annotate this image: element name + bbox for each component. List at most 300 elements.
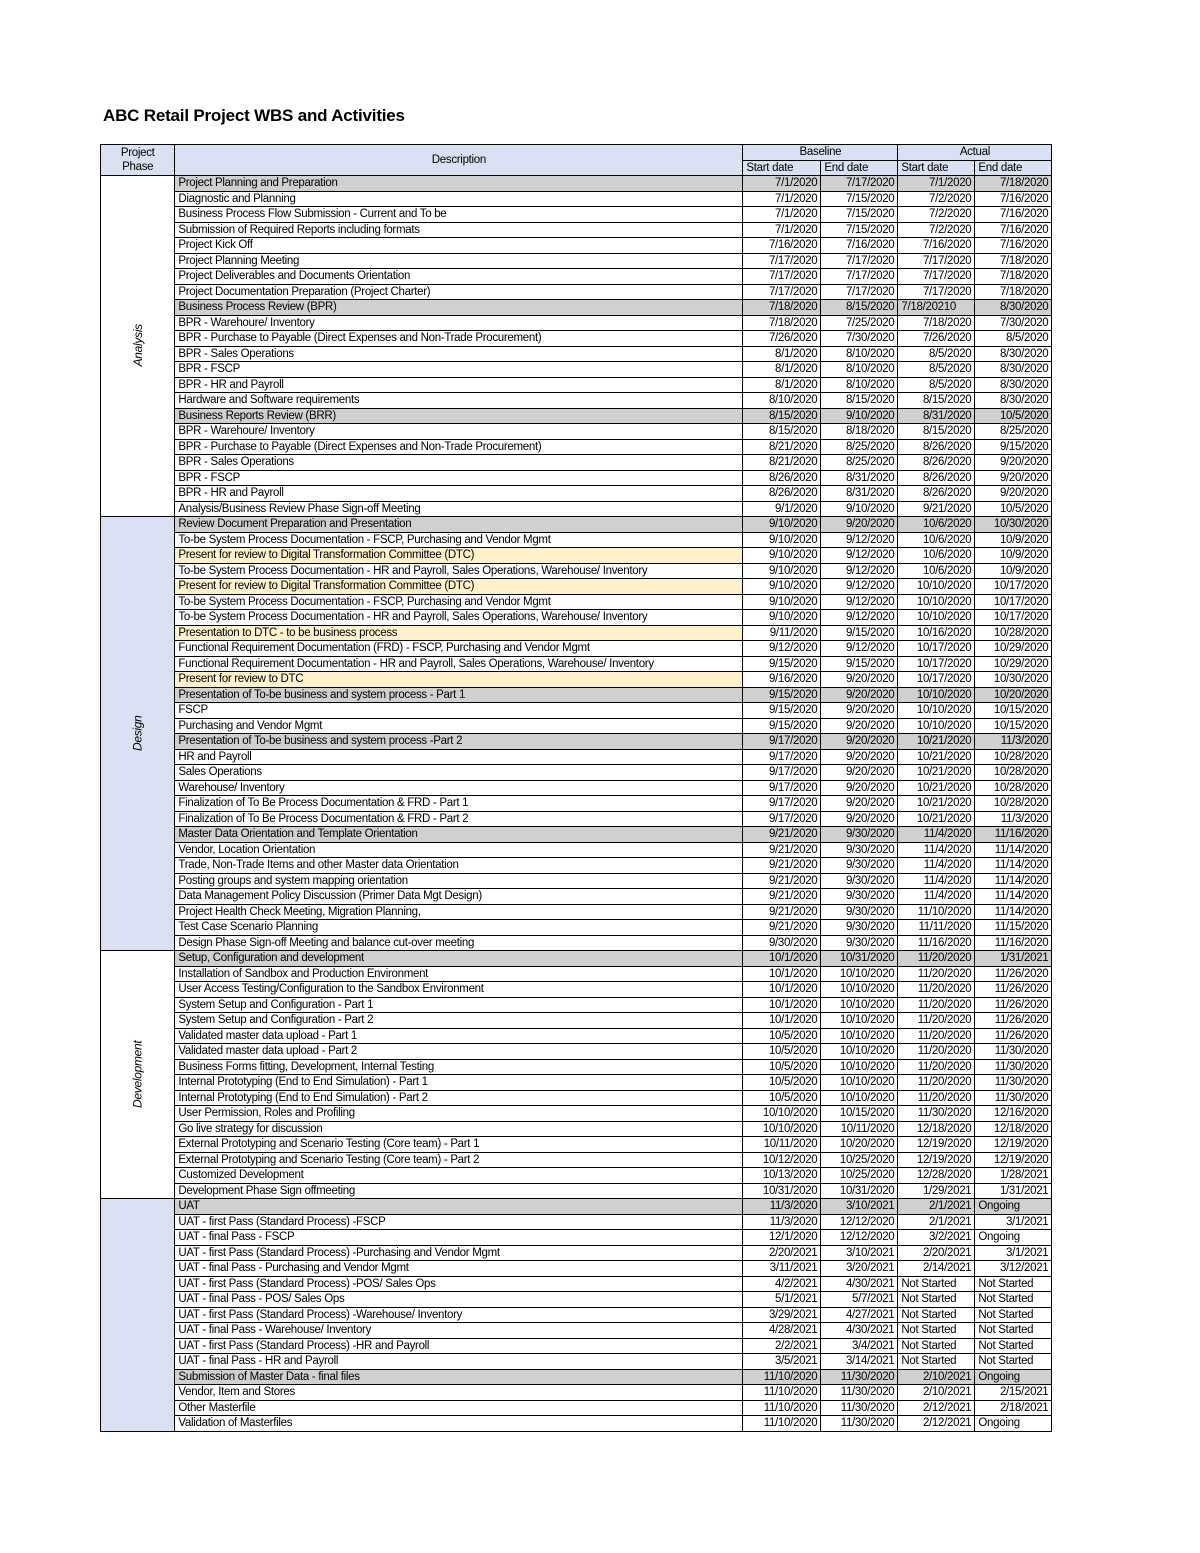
description-cell: UAT - final Pass - POS/ Sales Ops <box>175 1292 743 1308</box>
actual-end-cell: 9/15/2020 <box>975 439 1052 455</box>
description-cell: Go live strategy for discussion <box>175 1121 743 1137</box>
baseline-start-cell: 8/10/2020 <box>743 393 821 409</box>
table-row <box>101 951 1052 967</box>
actual-start-cell: 8/26/2020 <box>898 455 975 471</box>
baseline-start-cell: 8/15/2020 <box>743 424 821 440</box>
actual-end-cell: 10/30/2020 <box>975 672 1052 688</box>
actual-end-cell: 8/30/2020 <box>975 393 1052 409</box>
description-cell: Present for review to Digital Transformation Committee (DTC) <box>175 548 743 564</box>
actual-start-cell: 10/10/2020 <box>898 610 975 626</box>
table-row <box>101 1354 1052 1370</box>
baseline-end-cell: 9/10/2020 <box>821 408 898 424</box>
baseline-end-cell: 10/10/2020 <box>821 1013 898 1029</box>
baseline-start-cell: 10/5/2020 <box>743 1059 821 1075</box>
baseline-end-cell: 9/30/2020 <box>821 889 898 905</box>
baseline-end-cell: 9/20/2020 <box>821 718 898 734</box>
actual-start-cell: 2/14/2021 <box>898 1261 975 1277</box>
baseline-end-cell: 9/12/2020 <box>821 548 898 564</box>
baseline-end-cell: 9/15/2020 <box>821 625 898 641</box>
actual-end-cell: 10/15/2020 <box>975 718 1052 734</box>
table-row <box>101 222 1052 238</box>
actual-end-cell: 11/26/2020 <box>975 1013 1052 1029</box>
description-cell: Project Planning Meeting <box>175 253 743 269</box>
description-cell: BPR - Warehoure/ Inventory <box>175 424 743 440</box>
baseline-end-cell: 12/12/2020 <box>821 1214 898 1230</box>
baseline-start-cell: 8/1/2020 <box>743 377 821 393</box>
table-row <box>101 1090 1052 1106</box>
baseline-end-cell: 9/30/2020 <box>821 935 898 951</box>
description-cell: BPR - Warehoure/ Inventory <box>175 315 743 331</box>
table-row <box>101 594 1052 610</box>
actual-start-cell: 11/20/2020 <box>898 1013 975 1029</box>
description-cell: Sales Operations <box>175 765 743 781</box>
actual-end-cell: 1/31/2021 <box>975 1183 1052 1199</box>
actual-start-cell: 10/16/2020 <box>898 625 975 641</box>
description-cell: Functional Requirement Documentation - HR and Payroll, Sales Operations, Warehouse/ Inventory <box>175 656 743 672</box>
description-cell: Functional Requirement Documentation (FRD) - FSCP, Purchasing and Vendor Mgmt <box>175 641 743 657</box>
table-row <box>101 455 1052 471</box>
description-cell: UAT <box>175 1199 743 1215</box>
table-row <box>101 1106 1052 1122</box>
actual-end-cell: 7/16/2020 <box>975 207 1052 223</box>
actual-end-cell: 10/28/2020 <box>975 749 1052 765</box>
baseline-start-cell: 3/29/2021 <box>743 1307 821 1323</box>
description-cell: BPR - HR and Payroll <box>175 486 743 502</box>
actual-start-cell: 11/20/2020 <box>898 951 975 967</box>
actual-end-cell: 7/16/2020 <box>975 222 1052 238</box>
phase-label: Analysis <box>130 324 145 367</box>
table-row <box>101 579 1052 595</box>
actual-end-cell: 11/30/2020 <box>975 1044 1052 1060</box>
table-row <box>101 641 1052 657</box>
baseline-start-cell: 9/17/2020 <box>743 780 821 796</box>
description-cell: Internal Prototyping (End to End Simulation) - Part 2 <box>175 1090 743 1106</box>
description-cell: Customized Development <box>175 1168 743 1184</box>
actual-start-cell: 10/21/2020 <box>898 765 975 781</box>
table-row <box>101 1199 1052 1215</box>
actual-start-cell: 7/17/2020 <box>898 253 975 269</box>
actual-end-cell: 1/31/2021 <box>975 951 1052 967</box>
table-row <box>101 718 1052 734</box>
table-row <box>101 1028 1052 1044</box>
actual-start-cell: 11/4/2020 <box>898 858 975 874</box>
description-cell: Hardware and Software requirements <box>175 393 743 409</box>
description-cell: FSCP <box>175 703 743 719</box>
actual-end-cell: 11/3/2020 <box>975 811 1052 827</box>
actual-end-cell: 2/15/2021 <box>975 1385 1052 1401</box>
baseline-end-cell: 8/31/2020 <box>821 486 898 502</box>
table-row <box>101 1121 1052 1137</box>
description-cell: Business Forms fitting, Development, Internal Testing <box>175 1059 743 1075</box>
actual-end-cell: 11/26/2020 <box>975 982 1052 998</box>
actual-end-cell: 10/17/2020 <box>975 579 1052 595</box>
actual-end-cell: Ongoing <box>975 1369 1052 1385</box>
actual-end-cell: 10/20/2020 <box>975 687 1052 703</box>
table-row <box>101 765 1052 781</box>
description-cell: BPR - Purchase to Payable (Direct Expenses and Non-Trade Procurement) <box>175 439 743 455</box>
actual-end-cell: 11/16/2020 <box>975 935 1052 951</box>
actual-start-cell: 10/10/2020 <box>898 718 975 734</box>
baseline-end-cell: 7/30/2020 <box>821 331 898 347</box>
table-row <box>101 331 1052 347</box>
actual-start-cell: 11/20/2020 <box>898 1090 975 1106</box>
baseline-end-cell: 9/30/2020 <box>821 873 898 889</box>
baseline-start-cell: 9/10/2020 <box>743 610 821 626</box>
baseline-start-cell: 7/1/2020 <box>743 222 821 238</box>
baseline-start-cell: 4/28/2021 <box>743 1323 821 1339</box>
description-cell: Business Reports Review (BRR) <box>175 408 743 424</box>
actual-start-cell: Not Started <box>898 1276 975 1292</box>
table-row <box>101 982 1052 998</box>
baseline-start-cell: 8/1/2020 <box>743 346 821 362</box>
table-row <box>101 1400 1052 1416</box>
description-cell: Submission of Required Reports including formats <box>175 222 743 238</box>
table-row <box>101 207 1052 223</box>
actual-start-cell: 10/17/2020 <box>898 672 975 688</box>
baseline-start-cell: 9/10/2020 <box>743 579 821 595</box>
header-baseline-start: Start date <box>743 160 821 176</box>
header-baseline-end: End date <box>821 160 898 176</box>
table-row <box>101 269 1052 285</box>
baseline-end-cell: 8/18/2020 <box>821 424 898 440</box>
actual-start-cell: 11/16/2020 <box>898 935 975 951</box>
actual-start-cell: 2/10/2021 <box>898 1385 975 1401</box>
actual-start-cell: 7/17/2020 <box>898 284 975 300</box>
description-cell: Data Management Policy Discussion (Primer Data Mgt Design) <box>175 889 743 905</box>
baseline-start-cell: 8/26/2020 <box>743 486 821 502</box>
description-cell: Other Masterfile <box>175 1400 743 1416</box>
table-row <box>101 1168 1052 1184</box>
phase-label: Design <box>130 715 145 751</box>
baseline-end-cell: 9/20/2020 <box>821 749 898 765</box>
baseline-end-cell: 10/31/2020 <box>821 951 898 967</box>
baseline-start-cell: 7/16/2020 <box>743 238 821 254</box>
actual-start-cell: 8/15/2020 <box>898 393 975 409</box>
baseline-end-cell: 9/30/2020 <box>821 827 898 843</box>
description-cell: Project Deliverables and Documents Orientation <box>175 269 743 285</box>
actual-end-cell: 8/30/2020 <box>975 346 1052 362</box>
baseline-end-cell: 11/30/2020 <box>821 1416 898 1432</box>
actual-end-cell: 3/1/2021 <box>975 1245 1052 1261</box>
actual-end-cell: 10/17/2020 <box>975 610 1052 626</box>
actual-start-cell: Not Started <box>898 1292 975 1308</box>
actual-start-cell: 8/5/2020 <box>898 377 975 393</box>
description-cell: BPR - HR and Payroll <box>175 377 743 393</box>
description-cell: Presentation of To-be business and system process -Part 2 <box>175 734 743 750</box>
wbs-table <box>100 144 1052 1432</box>
table-row <box>101 1059 1052 1075</box>
actual-start-cell: 3/2/2021 <box>898 1230 975 1246</box>
table-row <box>101 1416 1052 1432</box>
baseline-end-cell: 7/16/2020 <box>821 238 898 254</box>
baseline-end-cell: 9/15/2020 <box>821 656 898 672</box>
table-row <box>101 501 1052 517</box>
table-row <box>101 1137 1052 1153</box>
baseline-start-cell: 3/11/2021 <box>743 1261 821 1277</box>
table-row <box>101 1385 1052 1401</box>
actual-start-cell: Not Started <box>898 1307 975 1323</box>
baseline-end-cell: 8/15/2020 <box>821 393 898 409</box>
baseline-end-cell: 10/11/2020 <box>821 1121 898 1137</box>
table-row <box>101 656 1052 672</box>
header-actual-end: End date <box>975 160 1052 176</box>
baseline-end-cell: 10/10/2020 <box>821 1075 898 1091</box>
actual-start-cell: 7/1/2020 <box>898 176 975 192</box>
table-row <box>101 517 1052 533</box>
actual-end-cell: 11/14/2020 <box>975 842 1052 858</box>
baseline-end-cell: 9/20/2020 <box>821 734 898 750</box>
header-phase-line-2: Phase <box>122 161 154 173</box>
baseline-end-cell: 9/12/2020 <box>821 594 898 610</box>
baseline-start-cell: 10/10/2020 <box>743 1121 821 1137</box>
actual-end-cell: 10/29/2020 <box>975 641 1052 657</box>
description-cell: UAT - final Pass - HR and Payroll <box>175 1354 743 1370</box>
description-cell: System Setup and Configuration - Part 2 <box>175 1013 743 1029</box>
table-row <box>101 362 1052 378</box>
actual-end-cell: 10/5/2020 <box>975 501 1052 517</box>
table-row <box>101 1152 1052 1168</box>
table-row <box>101 703 1052 719</box>
header-project-phase <box>101 145 175 176</box>
table-row <box>101 346 1052 362</box>
actual-end-cell: 9/20/2020 <box>975 470 1052 486</box>
baseline-end-cell: 10/10/2020 <box>821 1044 898 1060</box>
table-row <box>101 889 1052 905</box>
baseline-end-cell: 10/31/2020 <box>821 1183 898 1199</box>
baseline-start-cell: 9/15/2020 <box>743 718 821 734</box>
actual-start-cell: 10/10/2020 <box>898 579 975 595</box>
header-actual: Actual <box>898 145 1052 161</box>
table-row <box>101 300 1052 316</box>
baseline-end-cell: 9/12/2020 <box>821 610 898 626</box>
baseline-end-cell: 8/25/2020 <box>821 455 898 471</box>
actual-end-cell: 10/28/2020 <box>975 765 1052 781</box>
actual-end-cell: Not Started <box>975 1354 1052 1370</box>
baseline-end-cell: 8/10/2020 <box>821 377 898 393</box>
baseline-end-cell: 9/20/2020 <box>821 703 898 719</box>
actual-start-cell: 11/4/2020 <box>898 873 975 889</box>
actual-start-cell: 11/20/2020 <box>898 1059 975 1075</box>
actual-start-cell: 8/26/2020 <box>898 439 975 455</box>
description-cell: Development Phase Sign offmeeting <box>175 1183 743 1199</box>
description-cell: Business Process Review (BPR) <box>175 300 743 316</box>
baseline-start-cell: 5/1/2021 <box>743 1292 821 1308</box>
phase-label: Development <box>130 1040 145 1108</box>
baseline-end-cell: 10/10/2020 <box>821 1090 898 1106</box>
table-row <box>101 439 1052 455</box>
actual-start-cell: 10/21/2020 <box>898 796 975 812</box>
baseline-end-cell: 5/7/2021 <box>821 1292 898 1308</box>
actual-end-cell: 7/30/2020 <box>975 315 1052 331</box>
actual-end-cell: 10/28/2020 <box>975 780 1052 796</box>
baseline-end-cell: 9/20/2020 <box>821 672 898 688</box>
baseline-start-cell: 7/1/2020 <box>743 191 821 207</box>
baseline-end-cell: 7/15/2020 <box>821 191 898 207</box>
table-row <box>101 470 1052 486</box>
actual-end-cell: 11/30/2020 <box>975 1090 1052 1106</box>
baseline-start-cell: 9/10/2020 <box>743 563 821 579</box>
description-cell: UAT - first Pass (Standard Process) -POS/ Sales Ops <box>175 1276 743 1292</box>
baseline-start-cell: 9/17/2020 <box>743 796 821 812</box>
table-row <box>101 672 1052 688</box>
description-cell: To-be System Process Documentation - FSCP, Purchasing and Vendor Mgmt <box>175 532 743 548</box>
description-cell: Vendor, Item and Stores <box>175 1385 743 1401</box>
actual-end-cell: 11/30/2020 <box>975 1059 1052 1075</box>
actual-start-cell: 10/6/2020 <box>898 548 975 564</box>
table-row <box>101 920 1052 936</box>
phase-cell <box>101 517 175 951</box>
actual-end-cell: 9/20/2020 <box>975 455 1052 471</box>
description-cell: Test Case Scenario Planning <box>175 920 743 936</box>
actual-start-cell: 2/1/2021 <box>898 1214 975 1230</box>
baseline-end-cell: 12/12/2020 <box>821 1230 898 1246</box>
actual-end-cell: 7/16/2020 <box>975 238 1052 254</box>
actual-start-cell: 10/10/2020 <box>898 687 975 703</box>
actual-start-cell: 10/21/2020 <box>898 780 975 796</box>
table-row <box>101 734 1052 750</box>
table-row <box>101 238 1052 254</box>
baseline-start-cell: 9/15/2020 <box>743 687 821 703</box>
baseline-start-cell: 10/31/2020 <box>743 1183 821 1199</box>
baseline-end-cell: 8/15/2020 <box>821 300 898 316</box>
baseline-end-cell: 4/30/2021 <box>821 1323 898 1339</box>
actual-start-cell: 11/30/2020 <box>898 1106 975 1122</box>
baseline-start-cell: 8/1/2020 <box>743 362 821 378</box>
table-row <box>101 966 1052 982</box>
baseline-start-cell: 4/2/2021 <box>743 1276 821 1292</box>
actual-start-cell: 10/21/2020 <box>898 734 975 750</box>
actual-start-cell: 7/18/2020 <box>898 315 975 331</box>
baseline-start-cell: 7/1/2020 <box>743 207 821 223</box>
description-cell: BPR - FSCP <box>175 362 743 378</box>
table-row <box>101 424 1052 440</box>
description-cell: BPR - Sales Operations <box>175 455 743 471</box>
baseline-end-cell: 9/20/2020 <box>821 796 898 812</box>
baseline-start-cell: 9/1/2020 <box>743 501 821 517</box>
phase-cell <box>101 176 175 517</box>
baseline-start-cell: 9/21/2020 <box>743 889 821 905</box>
description-cell: Warehouse/ Inventory <box>175 780 743 796</box>
baseline-end-cell: 10/10/2020 <box>821 966 898 982</box>
baseline-end-cell: 10/10/2020 <box>821 982 898 998</box>
baseline-end-cell: 10/15/2020 <box>821 1106 898 1122</box>
actual-start-cell: 10/6/2020 <box>898 532 975 548</box>
baseline-start-cell: 7/17/2020 <box>743 253 821 269</box>
actual-start-cell: 12/19/2020 <box>898 1152 975 1168</box>
description-cell: UAT - final Pass - Purchasing and Vendor Mgmt <box>175 1261 743 1277</box>
baseline-start-cell: 7/17/2020 <box>743 284 821 300</box>
actual-end-cell: 3/12/2021 <box>975 1261 1052 1277</box>
actual-end-cell: 10/9/2020 <box>975 548 1052 564</box>
description-cell: System Setup and Configuration - Part 1 <box>175 997 743 1013</box>
description-cell: Business Process Flow Submission - Current and To be <box>175 207 743 223</box>
actual-end-cell: 2/18/2021 <box>975 1400 1052 1416</box>
description-cell: External Prototyping and Scenario Testing (Core team) - Part 2 <box>175 1152 743 1168</box>
actual-end-cell: Not Started <box>975 1338 1052 1354</box>
actual-start-cell: 7/18/20210 <box>898 300 975 316</box>
actual-start-cell: 2/1/2021 <box>898 1199 975 1215</box>
baseline-start-cell: 7/26/2020 <box>743 331 821 347</box>
baseline-end-cell: 9/20/2020 <box>821 687 898 703</box>
baseline-start-cell: 8/21/2020 <box>743 439 821 455</box>
actual-start-cell: 11/20/2020 <box>898 1075 975 1091</box>
table-row <box>101 858 1052 874</box>
table-row <box>101 1230 1052 1246</box>
actual-end-cell: 9/20/2020 <box>975 486 1052 502</box>
baseline-start-cell: 2/20/2021 <box>743 1245 821 1261</box>
actual-start-cell: 7/16/2020 <box>898 238 975 254</box>
table-row <box>101 997 1052 1013</box>
description-cell: Project Planning and Preparation <box>175 176 743 192</box>
description-cell: Posting groups and system mapping orientation <box>175 873 743 889</box>
baseline-start-cell: 11/3/2020 <box>743 1199 821 1215</box>
description-cell: Present for review to DTC <box>175 672 743 688</box>
actual-start-cell: 8/5/2020 <box>898 362 975 378</box>
actual-start-cell: 11/20/2020 <box>898 982 975 998</box>
description-cell: Purchasing and Vendor Mgmt <box>175 718 743 734</box>
description-cell: BPR - FSCP <box>175 470 743 486</box>
baseline-start-cell: 9/21/2020 <box>743 842 821 858</box>
actual-end-cell: 7/16/2020 <box>975 191 1052 207</box>
description-cell: Diagnostic and Planning <box>175 191 743 207</box>
baseline-end-cell: 10/10/2020 <box>821 997 898 1013</box>
table-row <box>101 486 1052 502</box>
description-cell: UAT - first Pass (Standard Process) -Warehouse/ Inventory <box>175 1307 743 1323</box>
description-cell: Project Kick Off <box>175 238 743 254</box>
table-row <box>101 811 1052 827</box>
baseline-start-cell: 9/21/2020 <box>743 920 821 936</box>
baseline-start-cell: 8/26/2020 <box>743 470 821 486</box>
baseline-end-cell: 9/30/2020 <box>821 858 898 874</box>
actual-start-cell: 8/31/2020 <box>898 408 975 424</box>
baseline-end-cell: 10/10/2020 <box>821 1059 898 1075</box>
description-cell: Analysis/Business Review Phase Sign-off Meeting <box>175 501 743 517</box>
baseline-start-cell: 2/2/2021 <box>743 1338 821 1354</box>
actual-end-cell: 11/14/2020 <box>975 904 1052 920</box>
actual-start-cell: 11/4/2020 <box>898 842 975 858</box>
actual-start-cell: 8/15/2020 <box>898 424 975 440</box>
actual-start-cell: 12/18/2020 <box>898 1121 975 1137</box>
baseline-end-cell: 9/12/2020 <box>821 579 898 595</box>
baseline-start-cell: 3/5/2021 <box>743 1354 821 1370</box>
table-row <box>101 796 1052 812</box>
description-cell: To-be System Process Documentation - FSCP, Purchasing and Vendor Mgmt <box>175 594 743 610</box>
actual-start-cell: 10/10/2020 <box>898 703 975 719</box>
actual-end-cell: 11/26/2020 <box>975 966 1052 982</box>
baseline-start-cell: 9/17/2020 <box>743 749 821 765</box>
description-cell: Vendor, Location Orientation <box>175 842 743 858</box>
actual-start-cell: 2/10/2021 <box>898 1369 975 1385</box>
baseline-start-cell: 10/10/2020 <box>743 1106 821 1122</box>
baseline-start-cell: 8/15/2020 <box>743 408 821 424</box>
baseline-start-cell: 9/21/2020 <box>743 873 821 889</box>
actual-start-cell: 10/6/2020 <box>898 517 975 533</box>
description-cell: External Prototyping and Scenario Testing (Core team) - Part 1 <box>175 1137 743 1153</box>
actual-end-cell: 11/26/2020 <box>975 997 1052 1013</box>
baseline-start-cell: 10/1/2020 <box>743 997 821 1013</box>
actual-start-cell: 8/26/2020 <box>898 470 975 486</box>
baseline-end-cell: 4/30/2021 <box>821 1276 898 1292</box>
actual-start-cell: 10/6/2020 <box>898 563 975 579</box>
header-phase-line-1: Project <box>120 146 155 159</box>
baseline-start-cell: 9/15/2020 <box>743 656 821 672</box>
baseline-start-cell: 7/18/2020 <box>743 315 821 331</box>
description-cell: Design Phase Sign-off Meeting and balance cut-over meeting <box>175 935 743 951</box>
table-row <box>101 1323 1052 1339</box>
table-row <box>101 393 1052 409</box>
baseline-start-cell: 11/10/2020 <box>743 1416 821 1432</box>
table-row <box>101 904 1052 920</box>
